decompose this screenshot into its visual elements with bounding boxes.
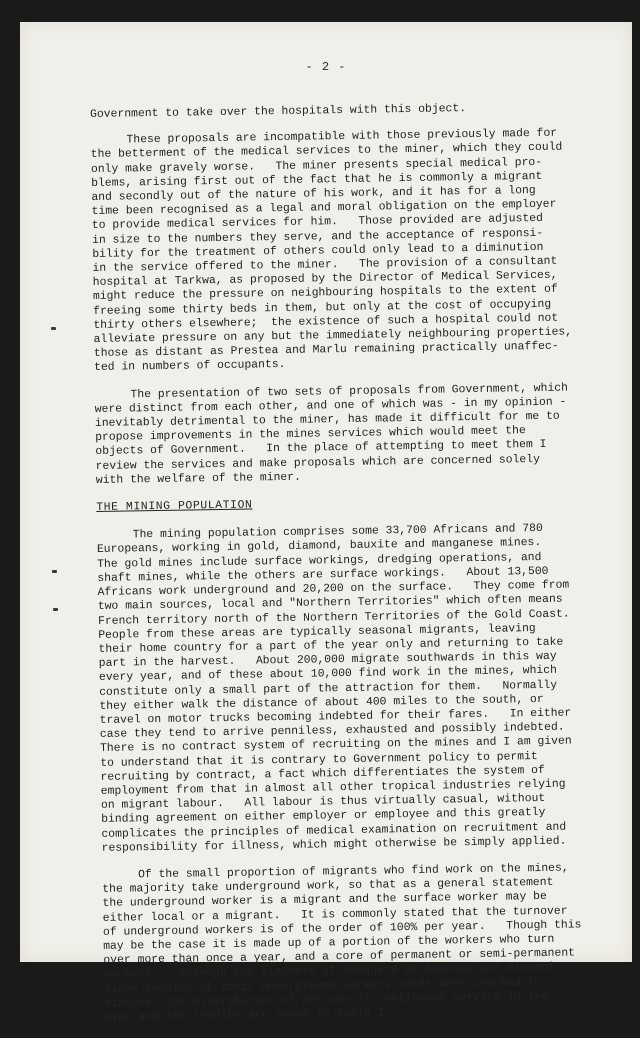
- text-line: in size to the numbers they serve, and the acceptance of responsi-: [91, 227, 544, 247]
- text-line: those as distant as Prestea and Marlu remaining practically unaffec-: [93, 340, 559, 361]
- text-line: two main sources, local and "Northern Territories" which often means: [97, 593, 563, 614]
- margin-mark: [52, 570, 57, 573]
- text-line: workers. Through the kindness of Managers at Konongo and Bibiani: [103, 962, 555, 982]
- text-line: bility for the treatment of others could only lead to a diminution: [92, 241, 544, 261]
- text-line: they either walk the distance of about 400 miles to the south, or: [99, 693, 544, 713]
- text-line: in the service offered to the miner. The provision of a consultant: [92, 255, 558, 276]
- text-line: Europeans, working in gold, diamond, bauxite and manganese mines.: [96, 537, 542, 557]
- text-line: employment from that in almost all other tropical industries relying: [100, 778, 566, 798]
- text-line: French territory north of the Northern Territories of the Gold Coast.: [97, 608, 570, 628]
- text-line: review the services and make proposals which are concerned solely: [95, 453, 540, 473]
- text-line: large samples of their underground workers cards were checked to: [103, 976, 542, 996]
- paragraph-proposals: [90, 126, 614, 376]
- text-line: travel on motor trucks becoming indebted for their fares. In either: [99, 707, 572, 727]
- text-line: with the welfare of the miner.: [95, 471, 302, 487]
- text-line: over more than once a year, and a core of permanent or semi-permanent: [103, 947, 576, 968]
- document-body: [90, 100, 625, 1038]
- text-line: inevitably detrimental to the miner, has made it difficult for me to: [94, 410, 560, 431]
- text-line: binding agreement on either employer or employee and this greatly: [101, 807, 546, 827]
- text-line: freeing some thirty beds in them, but only at the cost of occupying: [93, 298, 552, 318]
- text-line: the underground worker is a migrant and the surface worker may be: [102, 891, 547, 911]
- paragraph-mining-population: [97, 521, 622, 856]
- text-line: only make gravely worse. The miner presents special medical pro-: [90, 156, 543, 176]
- text-line: alleviate pressure on any but the immediately neighbouring properties,: [93, 326, 573, 347]
- text-line: the betterment of the medical services to the miner, which they could: [90, 141, 563, 162]
- text-line: The mining population comprises some 33,700 Africans and 780: [132, 523, 543, 542]
- text-line: time been recognised as a legal and moral obligation on the employer: [91, 198, 557, 219]
- text-line: were distinct from each other, and one of which was - in my opinion -: [94, 396, 567, 416]
- text-line: and secondly out of the nature of his work, and it has for a long: [91, 185, 536, 205]
- text-line: to provide medical services for him. Those provided are adjusted: [91, 213, 544, 233]
- text-line: The presentation of two sets of proposals from Government, which: [130, 382, 569, 402]
- text-line: recruiting by contract, a fact which differentiates the system of: [100, 764, 545, 784]
- text-line: hospital at Tarkwa, as proposed by the Director of Medical Services,: [92, 269, 558, 290]
- paragraph-government-proposals: [94, 380, 615, 488]
- margin-mark: [53, 608, 58, 611]
- text-line: Africans work underground and 20,200 on the surface. They come from: [97, 579, 570, 600]
- text-line: part in the harvest. About 200,000 migrate southwards in this way: [98, 650, 557, 671]
- text-line: complicates the principles of medical examination on recruitment and: [101, 821, 567, 841]
- text-line: blems, arising first out of the fact that he is commonly a migrant: [91, 170, 543, 190]
- text-line: on migrant labour. All labour is thus virtually casual, without: [100, 793, 546, 813]
- text-line: shaft mines, while the others are surface workings. About 13,500: [97, 565, 549, 585]
- text-line: mine and the results are shown in Table I.: [104, 1007, 392, 1024]
- text-line: to understand that it is contrary to Government policy to permit: [100, 750, 538, 770]
- text-line: objects of Government. In the place of attempting to meet them I: [95, 439, 547, 459]
- page-number: - 2 -: [305, 60, 347, 74]
- text-line: may be the case it is made up of a portion of the workers who turn: [103, 933, 555, 953]
- text-line: every year, and of these about 10,000 find work in the mines, which: [98, 665, 557, 685]
- paragraph-intro: [90, 100, 610, 122]
- section-heading: THE MINING POPULATION: [96, 499, 253, 515]
- text-line: might reduce the pressure on neighbouring hospitals to the extent of: [92, 284, 558, 304]
- paragraph-migrants: [102, 861, 624, 1025]
- text-line: their home country for a part of the year only and returning to take: [98, 636, 564, 656]
- text-line: case they tend to arrive penniless, exhausted and possibly indebted.: [99, 721, 565, 742]
- text-line: thirty others elsewhere; the existence of such a hospital could not: [93, 312, 559, 332]
- text-line: Government to take over the hospitals with this object.: [90, 103, 467, 121]
- text-line: These proposals are incompatible with those previously made for: [126, 127, 558, 147]
- text-line: responsibility for illness, which might otherwise be simply applied.: [101, 835, 567, 855]
- text-line: Of the small proportion of migrants who find work on the mines,: [137, 862, 569, 882]
- text-line: of underground workers is of the order of 100% per year. Though this: [102, 919, 582, 939]
- text-line: discover the distribution of periods of continuous service in the: [103, 990, 549, 1010]
- text-line: ted in numbers of occupants.: [93, 359, 286, 375]
- text-line: the majority take underground work, so that as a general statement: [102, 876, 554, 897]
- text-line: The gold mines include surface workings, dredging operations, and: [97, 551, 542, 571]
- text-line: either local or a migrant. It is commonly stated that the turnover: [102, 905, 568, 925]
- text-line: constitute only a small part of the attraction for them. Normally: [99, 679, 558, 699]
- text-line: People from these areas are typically seasonal migrants, leaving: [98, 622, 536, 642]
- text-line: There is no contract system of recruiting on the mines and I am given: [99, 735, 572, 756]
- document-page: [20, 22, 632, 1024]
- text-line: propose improvements in the mines services which would meet the: [95, 425, 526, 445]
- margin-mark: [51, 327, 56, 330]
